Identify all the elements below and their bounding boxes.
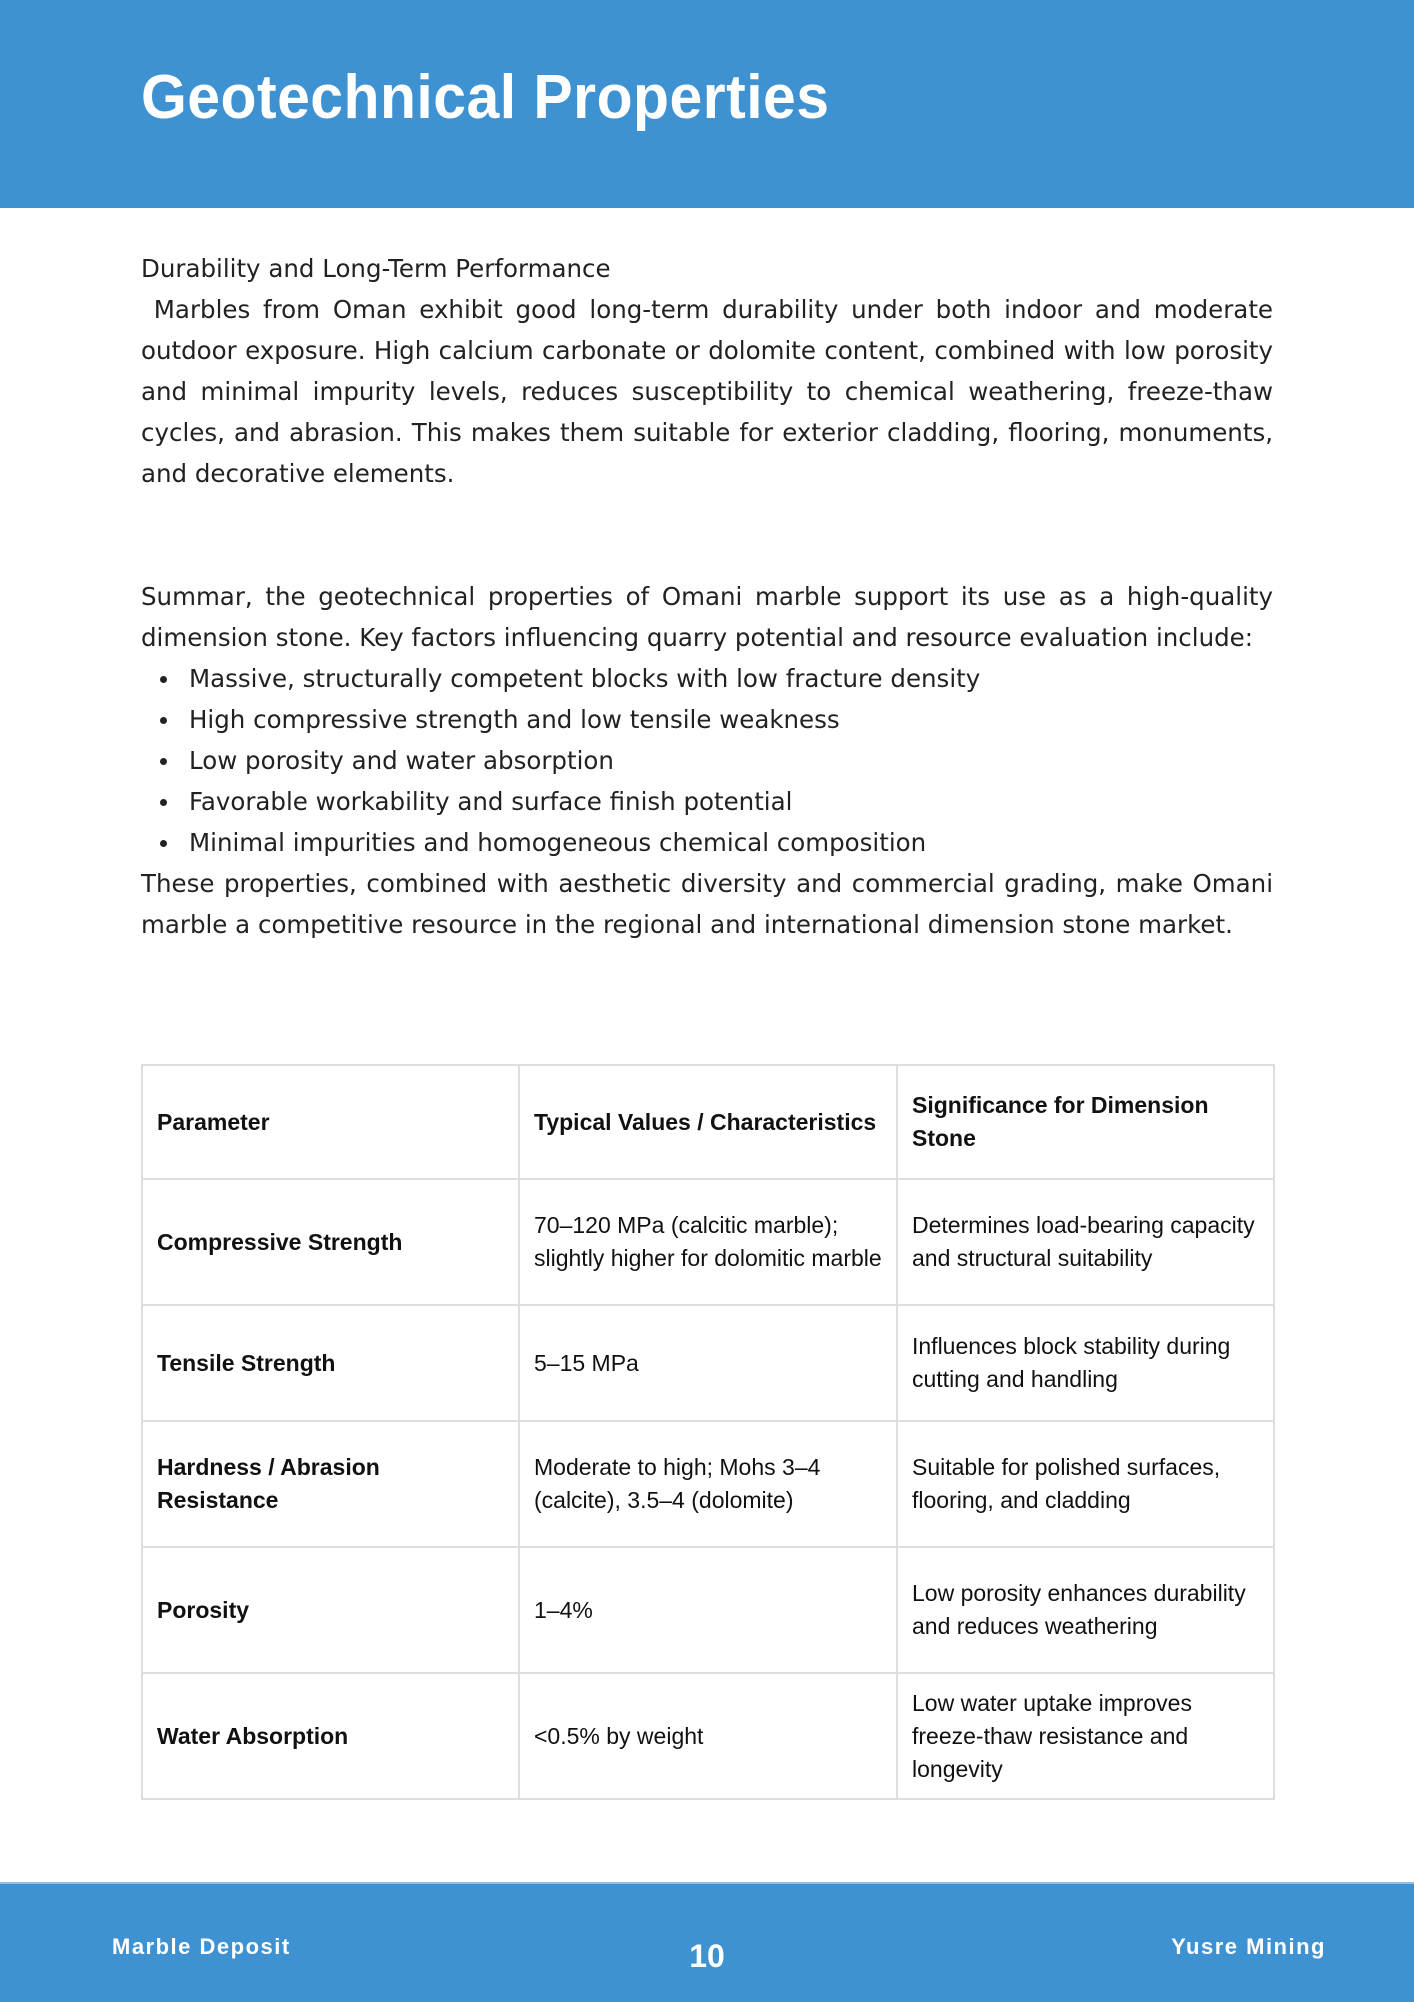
paragraph-summary: Summar, the geotechnical properties of Omani marble support its use as a high-quality dimension stone. Key factors influencing quarry potential and resource evaluation include: (141, 582, 1273, 652)
list-item: Minimal impurities and homogeneous chemical composition (189, 822, 1273, 863)
table-row (142, 1421, 1274, 1547)
table-row (142, 1547, 1274, 1673)
list-item: Low porosity and water absorption (189, 740, 1273, 781)
cell-significance: Influences block stability during cutting and handling (897, 1305, 1274, 1421)
section-heading: Durability and Long-Term Performance (141, 254, 611, 283)
key-factors-list (141, 658, 1273, 863)
list-item: High compressive strength and low tensile weakness (189, 699, 1273, 740)
spacer (141, 494, 1273, 576)
footer-company-name: Yusre Mining (1171, 1934, 1326, 1959)
cell-value: Moderate to high; Mohs 3–4 (calcite), 3.5–4 (dolomite) (519, 1421, 897, 1547)
table-row (142, 1179, 1274, 1305)
geotechnical-properties-table (141, 1064, 1275, 1800)
header-band (0, 0, 1414, 208)
cell-value: 1–4% (519, 1547, 897, 1673)
table-header-row (142, 1065, 1274, 1179)
cell-parameter: Tensile Strength (142, 1305, 519, 1421)
cell-significance: Low water uptake improves freeze-thaw resistance and longevity (897, 1673, 1274, 1799)
table-row (142, 1673, 1274, 1799)
cell-value: 70–120 MPa (calcitic marble); slightly higher for dolomitic marble (519, 1179, 897, 1305)
footer-document-title: Marble Deposit (112, 1934, 291, 1959)
cell-parameter: Water Absorption (142, 1673, 519, 1799)
cell-value: 5–15 MPa (519, 1305, 897, 1421)
paragraph-durability: Marbles from Oman exhibit good long-term durability under both indoor and moderate outdoor exposure. High calcium carbonate or dolomite content, combined with low porosity and minimal impurity levels, reduces susceptibility to chemical weathering, freeze-thaw cycles, and abrasion. This makes them suitable for exterior cladding, flooring, monuments, and decorative elements. (141, 295, 1281, 488)
cell-parameter: Compressive Strength (142, 1179, 519, 1305)
list-item: Massive, structurally competent blocks with low fracture density (189, 658, 1273, 699)
body-content (141, 248, 1281, 945)
cell-parameter: Hardness / Abrasion Resistance (142, 1421, 519, 1547)
page-title: Geotechnical Properties (141, 63, 830, 132)
page-number: 10 (689, 1938, 725, 1974)
column-header-significance: Significance for Dimension Stone (897, 1065, 1274, 1179)
cell-significance: Determines load-bearing capacity and structural suitability (897, 1179, 1274, 1305)
list-item: Favorable workability and surface finish potential (189, 781, 1273, 822)
cell-parameter: Porosity (142, 1547, 519, 1673)
cell-significance: Suitable for polished surfaces, flooring, and cladding (897, 1421, 1274, 1547)
footer-band (0, 1882, 1414, 2002)
column-header-typical-values: Typical Values / Characteristics (519, 1065, 897, 1179)
table-row (142, 1305, 1274, 1421)
cell-value: <0.5% by weight (519, 1673, 897, 1799)
paragraph-conclusion: These properties, combined with aesthetic diversity and commercial grading, make Omani marble a competitive resource in the regional and international dimension stone market. (141, 869, 1273, 939)
column-header-parameter: Parameter (142, 1065, 519, 1179)
cell-significance: Low porosity enhances durability and reduces weathering (897, 1547, 1274, 1673)
